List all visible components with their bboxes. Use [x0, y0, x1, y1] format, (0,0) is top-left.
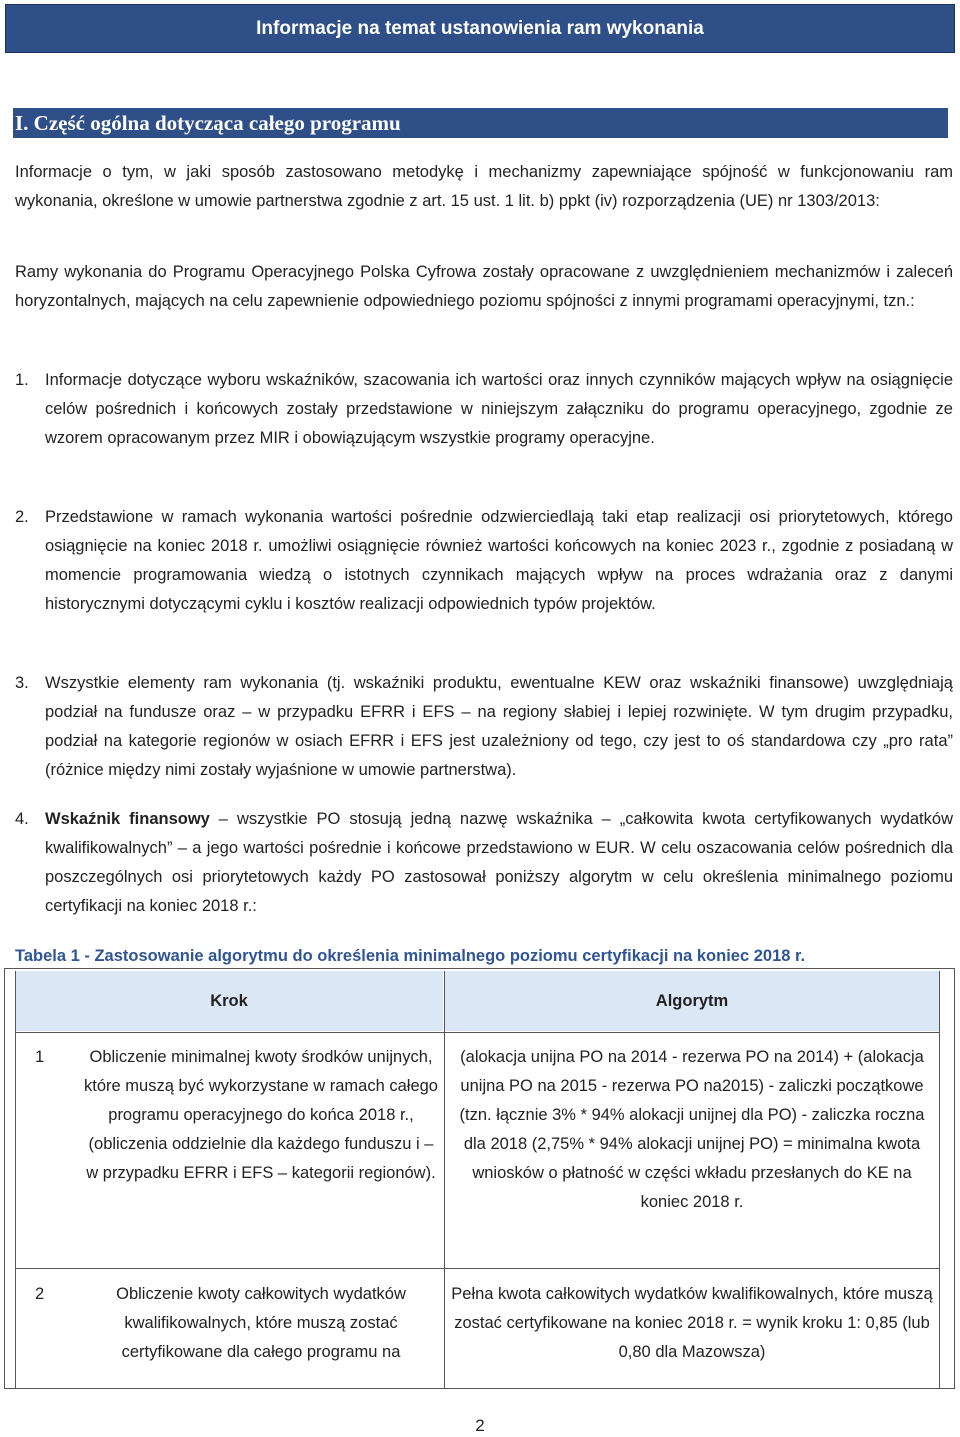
table-divider: [15, 1268, 939, 1269]
intro-paragraph-2: Ramy wykonania do Programu Operacyjnego Polska Cyfrowa zostały opracowane z uwzględnieniem mechanizmów i zaleceń horyzontalnych, mających na celu zapewnienie odpowiedniego poziomu spójności z innymi programami operacyjnymi, tzn.:: [15, 263, 953, 310]
table-divider: [939, 971, 940, 1388]
table-cell-algorytm: Pełna kwota całkowitych wydatków kwalifikowalnych, które muszą zostać certyfikowane na koniec 2018 r. = wynik kroku 1: 0,85 (lub 0,80 dla Mazowsza): [451, 1285, 933, 1361]
document-banner: [5, 4, 955, 53]
table-divider: [444, 971, 445, 1388]
header-algorytm-text: Algorytm: [655, 991, 729, 1010]
list-text: [45, 805, 953, 921]
table-caption: Tabela 1 - Zastosowanie algorytmu do określenia minimalnego poziomu certyfikacji na koniec 2018 r.: [15, 947, 806, 965]
list-text: Informacje dotyczące wyboru wskaźników, szacowania ich wartości oraz innych czynników mających wpływ na osiągnięcie celów pośrednich i końcowych zostały przedstawione w niniejszym załączniku do programu operacyjnego, zgodnie ze wzorem opracowanym przez MIR i obowiązującym wszystkie programy operacyjne.: [45, 371, 953, 447]
table-cell-krok: Obliczenie minimalnej kwoty środków unijnych, które muszą być wykorzystane w ramach całego programu operacyjnego do końca 2018 r., (obliczenia oddzielnie dla każdego funduszu i – w przypadku EFRR i EFS – kategorii regionów).: [84, 1048, 438, 1182]
list-text: Wszystkie elementy ram wykonania (tj. wskaźniki produktu, ewentualne KEW oraz wskaźniki finansowe) uwzględniają podział na fundusze oraz – w przypadku EFRR i EFS – na regiony słabiej i lepiej rozwinięte. W tym drugim przypadku, podział na kategorie regionów w osiach EFRR i EFS jest uzależniony od tego, czy jest to oś standardowa czy „pro rata” (różnice między nimi zostały wyjaśnione w umowie partnerstwa).: [45, 674, 953, 779]
header-krok-text: Krok: [210, 991, 248, 1010]
list-number: 1.: [15, 371, 29, 389]
list-item-3: [15, 669, 953, 785]
banner-title: Informacje na temat ustanowienia ram wykonania: [256, 17, 704, 39]
intro-paragraph-1: Informacje o tym, w jaki sposób zastosowano metodykę i mechanizmy zapewniające spójność w funkcjonowaniu ram wykonania, określone w umowie partnerstwa zgodnie z art. 15 ust. 1 lit. b) ppkt (iv) rozporządzenia (UE) nr 1303/2013:: [15, 163, 953, 210]
list-text-rest: – wszystkie PO stosują jedną nazwę wskaźnika – „całkowita kwota certyfikowanych wydatków kwalifikowalnych” – a jego wartości pośrednie i końcowe przedstawiono w EUR. W celu oszacowania celów pośrednich dla poszczególnych osi priorytetowych każdy PO zastosował poniższy algorytm w celu określenia minimalnego poziomu certyfikacji na koniec 2018 r.:: [45, 810, 953, 915]
table-header-krok: [15, 971, 443, 1031]
algorithm-table: [4, 968, 955, 1389]
list-item-2: [15, 503, 953, 619]
table-divider: [15, 1032, 939, 1033]
list-item-4: [15, 805, 953, 921]
table-header-algorytm: [445, 971, 939, 1031]
section-title-text: I. Część ogólna dotycząca całego programu: [15, 110, 401, 135]
table-divider: [15, 971, 16, 1388]
table-cell-krok: Obliczenie kwoty całkowitych wydatków kwalifikowalnych, które muszą zostać certyfikowane dla całego programu na: [116, 1285, 406, 1361]
page-number: 2: [475, 1416, 485, 1435]
list-bold-term: Wskaźnik finansowy: [45, 810, 210, 828]
table-cell-algorytm: (alokacja unijna PO na 2014 - rezerwa PO na 2014) + (alokacja unijna PO na 2015 - rezerwa PO na2015) - zaliczki początkowe (tzn. łącznie 3% * 94% alokacji unijnej dla PO) - zaliczka roczna dla 2018 (2,75% * 94% alokacji unijnej PO) = minimalna kwota wniosków o płatność w części wkładu przesłanych do KE na koniec 2018 r.: [459, 1048, 925, 1211]
table-row-number: 2: [35, 1285, 45, 1303]
list-number: 3.: [15, 674, 29, 692]
table-row-number: 1: [35, 1048, 45, 1066]
list-number: 4.: [15, 810, 29, 828]
list-item-1: [15, 366, 953, 453]
section-title: [13, 108, 948, 138]
list-number: 2.: [15, 508, 29, 526]
list-text: Przedstawione w ramach wykonania wartości pośrednie odzwierciedlają taki etap realizacji osi priorytetowych, którego osiągnięcie na koniec 2018 r. umożliwi osiągnięcie również wartości końcowych na koniec 2023 r., zgodnie z posiadaną w momencie programowania wiedzą o istotnych czynnikach mających wpływ na proces wdrażania oraz z danymi historycznymi dotyczącymi cyklu i kosztów realizacji odpowiednich typów projektów.: [45, 508, 953, 613]
